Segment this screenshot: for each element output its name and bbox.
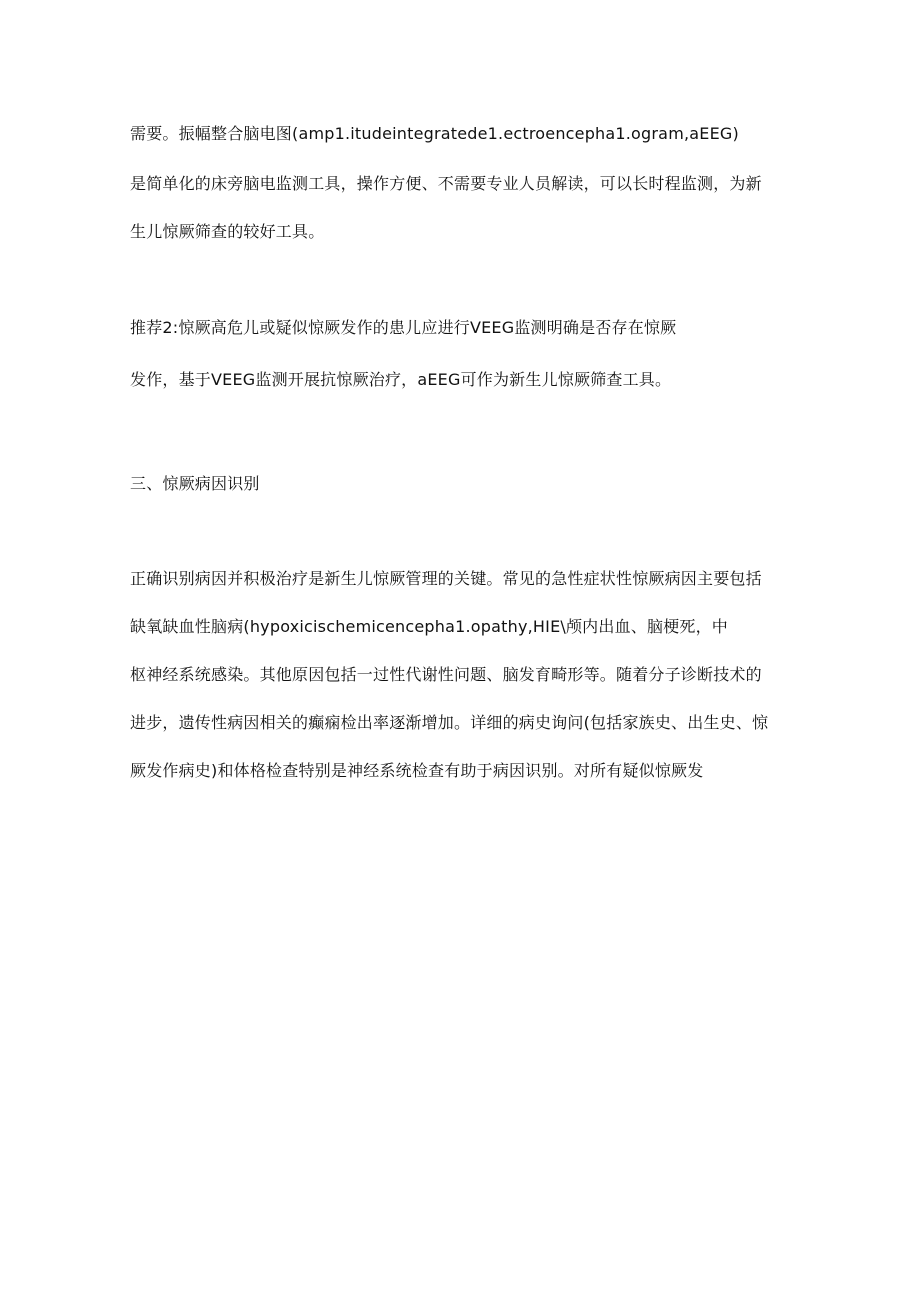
etiology-paragraph-line-1: 正确识别病因并积极治疗是新生儿惊厥管理的关键。常见的急性症状性惊厥病因主要包括	[130, 569, 762, 588]
etiology-paragraph-line-4: 进步，遗传性病因相关的癫痫检出率逐渐增加。详细的病史询问(包括家族史、出生史、惊	[130, 713, 769, 732]
etiology-paragraph-line-2: 缺氧缺血性脑病(hypoxicischemicencepha1.opathy,HIE\颅内出血、脑梗死，中	[130, 617, 728, 636]
recommendation-2-line-2: 发作，基于VEEG监测开展抗惊厥治疗，aEEG可作为新生儿惊厥筛查工具。	[130, 370, 672, 389]
paragraph-aeeg-line-1: 需要。振幅整合脑电图(amp1.itudeintegratede1.ectroencepha1.ogram,aEEG)	[130, 124, 739, 143]
recommendation-2-line-1: 推荐2:惊厥高危儿或疑似惊厥发作的患儿应进行VEEG监测明确是否存在惊厥	[130, 318, 677, 337]
etiology-paragraph-line-5: 厥发作病史)和体格检查特别是神经系统检查有助于病因识别。对所有疑似惊厥发	[130, 761, 704, 780]
section-heading: 三、惊厥病因识别	[130, 474, 260, 493]
paragraph-aeeg-line-3: 生儿惊厥筛查的较好工具。	[130, 222, 325, 241]
paragraph-aeeg-line-2: 是简单化的床旁脑电监测工具，操作方便、不需要专业人员解读，可以长时程监测，为新	[130, 174, 762, 193]
etiology-paragraph-line-3: 枢神经系统感染。其他原因包括一过性代谢性问题、脑发育畸形等。随着分子诊断技术的	[130, 665, 762, 684]
